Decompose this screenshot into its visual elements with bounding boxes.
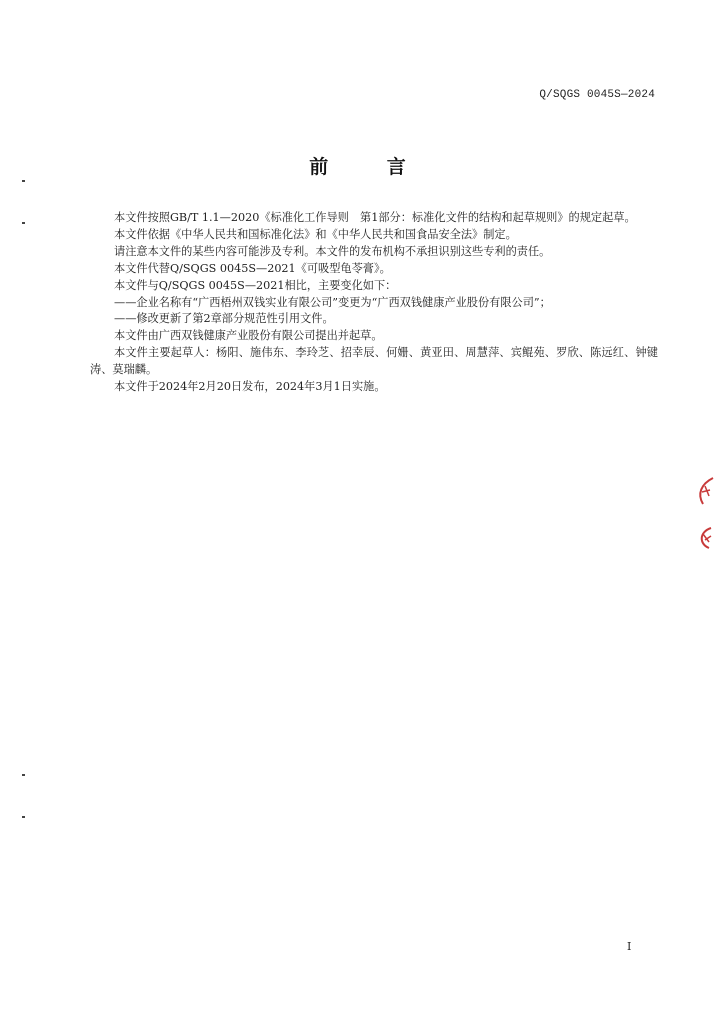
paragraph-replaces: 本文件代替Q/SQGS 0045S—2021《可吸型龟苓膏》。 [114,261,391,275]
paragraph-proposer: 本文件由广西双钱健康产业股份有限公司提出并起草。 [114,329,383,343]
paragraph-change-company-name: ——企业名称有“广西梧州双钱实业有限公司”变更为“广西双钱健康产业股份有限公司”； [114,295,551,309]
margin-mark [22,774,25,776]
paragraph-drafters: 本文件主要起草人：杨阳、施伟东、李玲芝、招幸辰、何姗、黄亚田、周慧萍、宾鲲苑、罗欣、陈远红、钟键涛、莫瑞麟。 [90,346,658,377]
page-title: 前 言 [309,156,432,178]
paragraph-drafting-rules: 本文件按照GB/T 1.1—2020《标准化工作导则 第1部分：标准化文件的结构和起草规则》的规定起草。 [114,211,636,224]
paragraph-changes-intro: 本文件与Q/SQGS 0045S—2021相比，主要变化如下： [114,278,397,292]
paragraph-patent-notice: 请注意本文件的某些内容可能涉及专利。本文件的发布机构不承担识别这些专利的责任。 [114,244,551,258]
margin-mark [22,222,25,224]
margin-mark [22,816,25,818]
seal-stamp-fragment [693,470,715,580]
document-code: Q/SQGS 0045S—2024 [539,89,655,101]
margin-mark [22,180,25,182]
paragraph-change-references: ——修改更新了第2章部分规范性引用文件。 [114,312,334,326]
page-number: I [627,940,632,953]
paragraph-legal-basis: 本文件依据《中华人民共和国标准化法》和《中华人民共和国食品安全法》制定。 [114,227,517,241]
preface-body [90,210,658,396]
paragraph-dates: 本文件于2024年2月20日发布，2024年3月1日实施。 [114,380,386,394]
